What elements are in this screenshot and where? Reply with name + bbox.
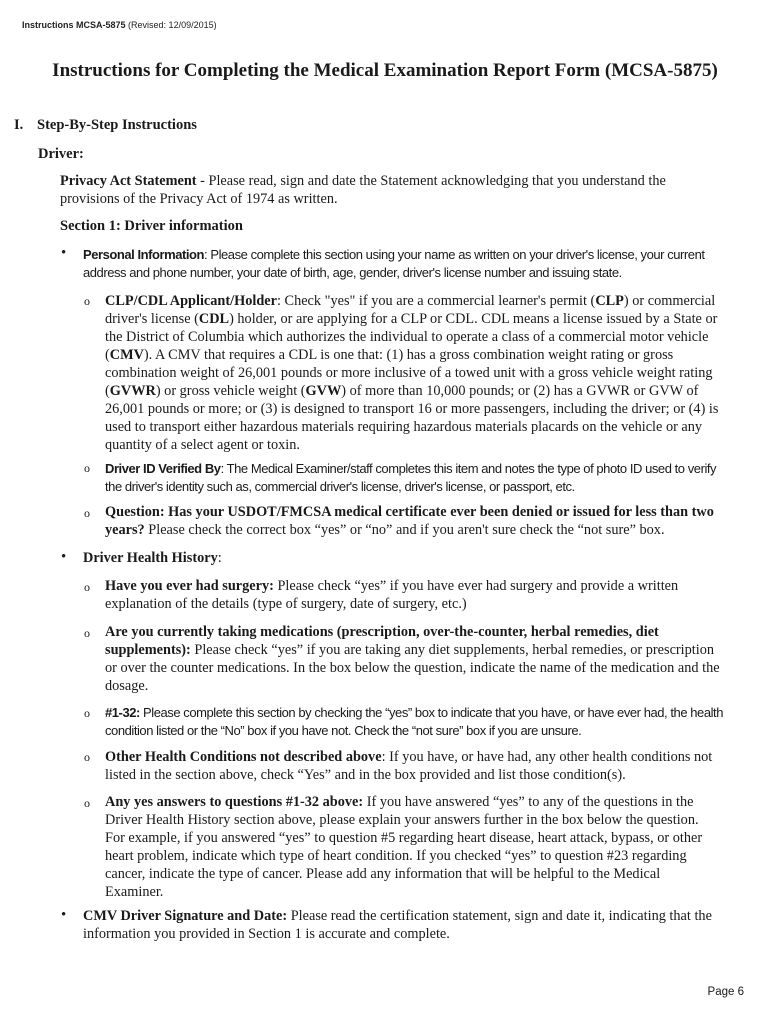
health-history-label: Driver Health History <box>83 550 218 566</box>
clp-text-5: ) or gross vehicle weight ( <box>155 383 306 399</box>
gvw-term: GVW <box>305 383 342 399</box>
other-conditions-label: Other Health Conditions not described above <box>105 749 382 765</box>
clp-text-3: ) holder, or are applying for a CLP or CDL. CDL means a license issued by a State or the District of Columbia which authorizes the individual to operate a class of a commercial motor vehicle ( <box>105 311 718 363</box>
clp-text-6: ) of more than 10,000 pounds; or (2) has a GVWR or GVW of 26,001 pounds or more; or (3) is designed to transport 16 or more passengers, including the driver; or (4) is used to transport either hazardous materials requiring hazardous materials placards on the vehicle or any quantity of a select agent or toxin. <box>105 383 719 453</box>
document-header <box>22 20 217 30</box>
signature-item <box>83 907 713 943</box>
medications-item <box>105 623 720 695</box>
privacy-text: - Please read, sign and date the Statement acknowledging that you understand the provisions of the Privacy Act of 1974 as written. <box>60 173 666 207</box>
revised-date: (Revised: 12/09/2015) <box>128 20 217 30</box>
driver-id-text: : The Medical Examiner/staff completes this item and notes the type of photo ID used to verify the driver's identity such as, commercial driver's license, driver's license, or passport, etc. <box>105 461 717 494</box>
page-number: Page 6 <box>707 986 744 998</box>
usdot-question-text: Please check the correct box “yes” or “no” and if you aren't sure check the “not sure” box. <box>144 522 665 538</box>
clp-text-4: ). A CMV that requires a CDL is one that: (1) has a gross combination weight rating or gross combination weight of 26,001 pounds or more inclusive of a towed unit with a gross vehicle weight rating ( <box>105 347 713 399</box>
driver-id-label: Driver ID Verified By <box>105 461 221 476</box>
personal-info-text: : Please complete this section using your name as written on your driver's license, your current address and phone number, your date of birth, age, gender, driver's license number and issuing state. <box>83 247 705 280</box>
circle-bullet-icon: o <box>84 796 90 810</box>
usdot-question-item <box>105 503 725 539</box>
cmv-term: CMV <box>109 347 144 363</box>
other-conditions-text: : If you have, or have had, any other health conditions not listed in the section above, check “Yes” and in the box provided and list those condition(s). <box>105 749 713 783</box>
medications-text: Please check “yes” if you are taking any diet supplements, herbal remedies, or prescription or over the counter medications. In the box below the question, indicate the name of the medication and the dosage. <box>105 642 720 694</box>
personal-info-item <box>83 246 723 282</box>
bullet-icon: • <box>61 907 67 923</box>
health-history-colon: : <box>217 550 222 566</box>
section1-heading: Section 1: Driver information <box>60 218 243 234</box>
clp-text-2: ) or commercial driver's license ( <box>105 293 716 327</box>
bullet-icon: • <box>61 549 67 565</box>
driver-id-item <box>105 460 725 496</box>
clp-cdl-item <box>105 292 720 454</box>
section-label: Step-By-Step Instructions <box>37 117 197 133</box>
circle-bullet-icon: o <box>84 750 90 764</box>
section-heading <box>14 117 197 134</box>
doc-id: Instructions MCSA-5875 <box>22 20 126 30</box>
usdot-question-label: Question: Has your USDOT/FMCSA medical certificate ever been denied or issued for less than two years? <box>105 504 714 538</box>
q1-32-item <box>105 704 725 740</box>
signature-text: Please read the certification statement, sign and date it, indicating that the information you provided in Section 1 is accurate and complete. <box>83 908 712 942</box>
page-title: Instructions for Completing the Medical Examination Report Form (MCSA-5875) <box>52 60 718 81</box>
circle-bullet-icon: o <box>84 580 90 594</box>
medications-label: Are you currently taking medications (prescription, over-the-counter, herbal remedies, diet supplements): <box>105 624 659 658</box>
clp-text-1: : Check "yes" if you are a commercial learner's permit ( <box>276 293 596 309</box>
driver-heading: Driver: <box>38 146 84 162</box>
surgery-item <box>105 577 720 613</box>
clp-cdl-label: CLP/CDL Applicant/Holder <box>105 293 277 309</box>
circle-bullet-icon: o <box>84 706 90 720</box>
q1-32-label: #1-32: <box>105 705 140 720</box>
surgery-text: Please check “yes” if you have ever had surgery and provide a written explanation of the details (type of surgery, date of surgery, etc.) <box>105 578 679 612</box>
bullet-icon: • <box>61 245 67 261</box>
circle-bullet-icon: o <box>84 294 90 308</box>
personal-info-label: Personal Information <box>83 247 205 262</box>
section-number: I. <box>14 117 24 133</box>
other-conditions-item <box>105 748 720 784</box>
q1-32-text: Please complete this section by checking the “yes” box to indicate that you have, or have ever had, the health condition listed or the “No” box if you have not. Check the “not sure” box if you are unsure. <box>105 705 723 738</box>
any-yes-item <box>105 793 720 901</box>
privacy-label: Privacy Act Statement <box>60 173 197 189</box>
gvwr-term: GVWR <box>109 383 156 399</box>
circle-bullet-icon: o <box>84 626 90 640</box>
circle-bullet-icon: o <box>84 506 90 520</box>
privacy-paragraph <box>60 172 720 208</box>
health-history-item <box>83 549 703 567</box>
surgery-label: Have you ever had surgery: <box>105 578 274 594</box>
any-yes-label: Any yes answers to questions #1-32 above: <box>105 794 364 810</box>
clp-term: CLP <box>595 293 624 309</box>
signature-label: CMV Driver Signature and Date: <box>83 908 288 924</box>
any-yes-text: If you have answered “yes” to any of the questions in the Driver Health History section above, please explain your answers further in the box below the question. For example, if you answered “yes” to question #5 regarding heart disease, heart attack, bypass, or other heart problem, indicate which type of heart condition. If you checked “yes” to question #23 regarding cancer, indicate the type of cancer. Please add any information that will be helpful to the Medical Examiner. <box>105 794 703 900</box>
circle-bullet-icon: o <box>84 461 90 475</box>
cdl-term: CDL <box>198 311 230 327</box>
